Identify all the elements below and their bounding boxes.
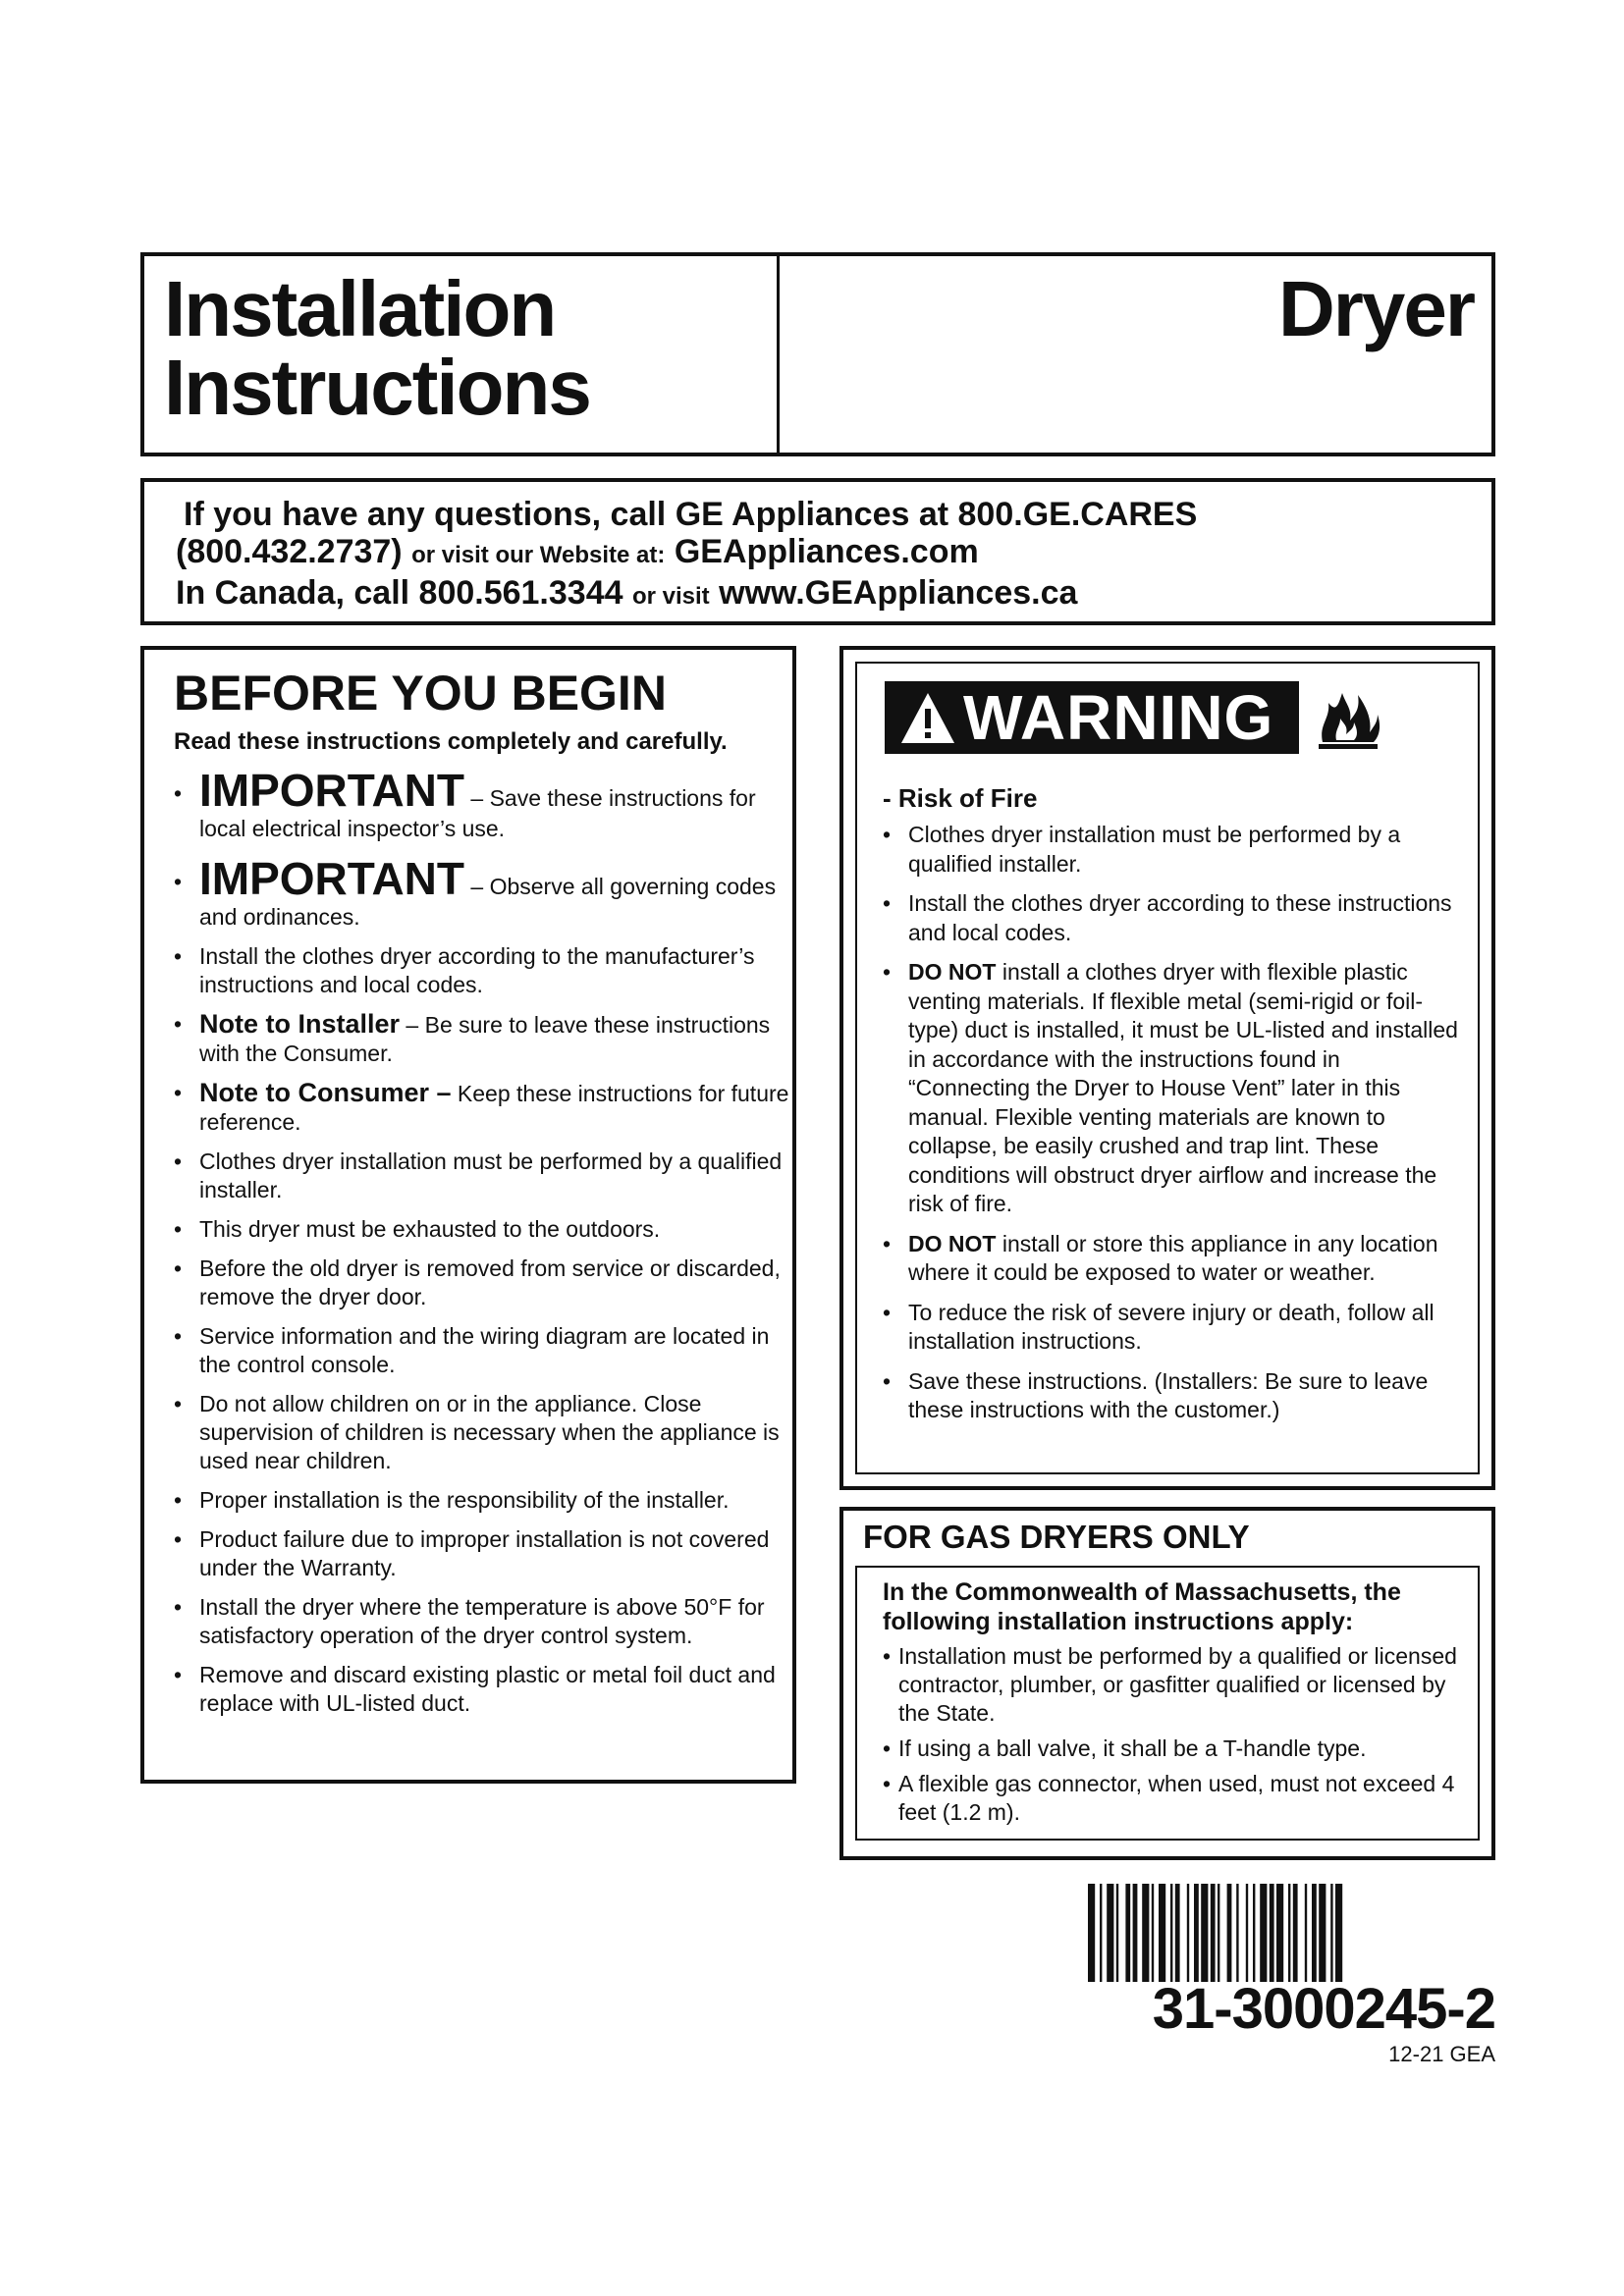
list-item: [174, 854, 792, 932]
note-label: Note to Consumer –: [199, 1078, 452, 1107]
list-item-text: install a clothes dryer with flexible plastic venting materials. If flexible metal (semi-rigid or foil-type) duct is installed, it must be UL-listed and installed in accordance with the instructions found in “Connecting the Dryer to House Vent” later in this manual. Flexible venting materials are known to collapse, be easily crushed and trap lint. These conditions will obstruct dryer airflow and increase the risk of fire.: [908, 959, 1458, 1216]
list-item: [174, 1010, 792, 1068]
gas-dryers-heading: In the Commonwealth of Massachusetts, the following installation instructions apply:: [883, 1578, 1401, 1635]
list-item-text: Proper installation is the responsibility of the installer.: [199, 1487, 730, 1513]
bullet: •: [883, 1735, 892, 1761]
list-item: [174, 1661, 792, 1718]
fire-icon: [1309, 675, 1387, 754]
bullet: •: [883, 959, 892, 985]
barcode-bar: [1293, 1884, 1298, 1982]
note-text: Keep these instructions for future reference.: [199, 1081, 789, 1135]
barcode-bar: [1253, 1884, 1255, 1982]
title-line-1: Installation: [164, 265, 556, 352]
barcode-bar: [1088, 1884, 1095, 1982]
list-item-text: Service information and the wiring diagram are located in the control console.: [199, 1323, 770, 1377]
warning-box: [839, 646, 1495, 1490]
barcode-bar: [1125, 1884, 1130, 1982]
barcode-icon: [1088, 1884, 1495, 1982]
bullet: •: [174, 1526, 183, 1552]
list-item: [883, 958, 1462, 1219]
barcode-bar: [1194, 1884, 1199, 1982]
gas-dryers-list: [883, 1642, 1478, 1827]
list-item: [174, 1390, 792, 1475]
do-not-label: DO NOT: [908, 1230, 997, 1256]
list-item: [883, 821, 1462, 879]
barcode-bar: [1107, 1884, 1113, 1982]
gas-dryers-box: [839, 1507, 1495, 1860]
list-item-text: Product failure due to improper installation is not covered under the Warranty.: [199, 1526, 770, 1580]
list-item-text: Install the clothes dryer according to these instructions and local codes.: [908, 890, 1452, 945]
list-item: [174, 1215, 792, 1244]
contact-line-2: [176, 533, 1491, 574]
bullet: •: [174, 1255, 183, 1281]
bullet: •: [174, 869, 183, 894]
list-item-text: Before the old dryer is removed from service or discarded, remove the dryer door.: [199, 1255, 781, 1309]
warning-subtitle: - Risk of Fire: [883, 783, 1038, 813]
warning-list: [883, 821, 1462, 1436]
list-item: [174, 766, 792, 843]
barcode-bar: [1116, 1884, 1118, 1982]
barcode-bar: [1211, 1884, 1216, 1982]
list-item-text: A flexible gas connector, when used, must not exceed 4 feet (1.2 m).: [898, 1771, 1455, 1825]
barcode-bar: [1260, 1884, 1267, 1982]
bullet: •: [174, 1080, 183, 1105]
list-item: [174, 1148, 792, 1204]
barcode-bar: [1330, 1884, 1332, 1982]
bullet: •: [174, 780, 183, 806]
list-item-text: Install the clothes dryer according to the manufacturer’s instructions and local codes.: [199, 943, 755, 997]
list-item: [174, 1525, 792, 1582]
note-text: – Be sure to leave these instructions with the Consumer.: [199, 1012, 771, 1066]
barcode-bar: [1159, 1884, 1165, 1982]
list-item-text: Install the dryer where the temperature is above 50°F for satisfactory operation of the dryer control system.: [199, 1594, 765, 1648]
barcode-bar: [1312, 1884, 1317, 1982]
bullet: •: [883, 1771, 892, 1796]
barcode-bar: [1270, 1884, 1274, 1982]
before-you-begin-title: BEFORE YOU BEGIN: [174, 666, 667, 721]
warning-label: WARNING: [963, 682, 1274, 753]
contact-phone-us: If you have any questions, call GE Appliances at 800.GE.CARES: [184, 496, 1198, 533]
barcode-bar: [1276, 1884, 1283, 1982]
list-item: [174, 1322, 792, 1379]
barcode-bar: [1236, 1884, 1238, 1982]
title-line-2: Instructions: [164, 344, 590, 431]
list-item: [174, 1255, 792, 1311]
contact-line-3: [176, 574, 1491, 615]
list-item-text: install or store this appliance in any location where it could be exposed to water or weather.: [908, 1230, 1438, 1285]
gas-dryers-inner-frame: [855, 1566, 1480, 1841]
bullet: •: [883, 1230, 892, 1256]
before-you-begin-subtitle: Read these instructions completely and carefully.: [174, 728, 728, 755]
list-item: [174, 942, 792, 999]
barcode-bar: [1305, 1884, 1307, 1982]
list-item-text: Save these instructions. (Installers: Be sure to leave these instructions with the customer.): [908, 1367, 1429, 1422]
contact-line-1: [176, 496, 1491, 533]
bullet: •: [174, 1594, 183, 1620]
barcode-bar: [1335, 1884, 1342, 1982]
before-you-begin-list: [174, 766, 792, 1718]
list-item: [883, 1367, 1462, 1425]
list-item-text: Do not allow children on or in the appliance. Close supervision of children is necessary when the appliance is used near children.: [199, 1391, 780, 1473]
barcode-bar: [1170, 1884, 1172, 1982]
warning-inner-frame: [855, 662, 1480, 1474]
barcode-bar: [1218, 1884, 1219, 1982]
bullet: •: [174, 1391, 183, 1416]
contact-canada-phone: In Canada, call 800.561.3344: [176, 574, 623, 612]
warning-banner: [885, 681, 1299, 754]
list-item-text: Clothes dryer installation must be performed by a qualified installer.: [908, 822, 1401, 877]
barcode-bar: [1187, 1884, 1189, 1982]
barcode-bar: [1319, 1884, 1326, 1982]
barcode-bar: [1152, 1884, 1154, 1982]
list-item: [174, 1486, 792, 1515]
list-item: [174, 1079, 792, 1137]
warning-triangle-icon: [898, 689, 957, 748]
list-item: [174, 1593, 792, 1650]
barcode-bar: [1201, 1884, 1208, 1982]
bullet: •: [883, 890, 892, 916]
list-item: [883, 1230, 1462, 1288]
list-item: [883, 889, 1462, 947]
document-title: [164, 265, 590, 431]
barcode-bar: [1133, 1884, 1138, 1982]
part-number: 31-3000245-2: [1152, 1977, 1495, 2041]
contact-phone-number: (800.432.2737): [176, 533, 403, 570]
contact-website-link[interactable]: GEAppliances.com: [674, 533, 979, 570]
bullet: •: [883, 822, 892, 847]
note-label: Note to Installer: [199, 1009, 401, 1039]
barcode-bar: [1175, 1884, 1180, 1982]
list-item: [883, 1770, 1478, 1827]
list-item-text: Remove and discard existing plastic or metal foil duct and replace with UL-listed duct.: [199, 1662, 776, 1716]
list-item: [883, 1299, 1462, 1357]
gas-dryers-title: FOR GAS DRYERS ONLY: [863, 1519, 1250, 1555]
important-label: IMPORTANT: [199, 853, 465, 904]
barcode-bar: [1288, 1884, 1290, 1982]
bullet: •: [174, 1662, 183, 1687]
contact-box: [140, 478, 1495, 625]
barcode-bar: [1227, 1884, 1232, 1982]
bullet: •: [174, 1323, 183, 1349]
bullet: •: [883, 1367, 892, 1394]
important-text: – Save these instructions for local electrical inspector’s use.: [199, 785, 756, 841]
list-item-text: This dryer must be exhausted to the outdoors.: [199, 1216, 661, 1242]
contact-website-label: or visit our Website at:: [411, 542, 666, 568]
bullet: •: [174, 1487, 183, 1513]
bullet: •: [174, 1216, 183, 1242]
bullet: •: [883, 1299, 892, 1325]
bullet: •: [174, 1148, 183, 1174]
bullet: •: [883, 1643, 892, 1669]
contact-canada-label: or visit: [631, 583, 710, 610]
bullet: •: [174, 943, 183, 969]
barcode-bar: [1246, 1884, 1248, 1982]
list-item: [883, 1735, 1478, 1763]
list-item-text: Clothes dryer installation must be performed by a qualified installer.: [199, 1148, 783, 1202]
important-text: – Observe all governing codes and ordinances.: [199, 874, 777, 930]
list-item: [883, 1642, 1478, 1728]
barcode-bar: [1142, 1884, 1149, 1982]
barcode-bar: [1100, 1884, 1102, 1982]
list-item-text: If using a ball valve, it shall be a T-handle type.: [898, 1735, 1367, 1761]
date-code: 12-21 GEA: [1388, 2042, 1495, 2066]
title-box: [140, 252, 1495, 456]
before-you-begin-box: [140, 646, 796, 1784]
product-name: Dryer: [1277, 265, 1474, 352]
list-item-text: Installation must be performed by a qualified or licensed contractor, plumber, or gasfitter qualified or licensed by the State.: [898, 1643, 1457, 1726]
list-item-text: To reduce the risk of severe injury or death, follow all installation instructions.: [908, 1299, 1435, 1354]
important-label: IMPORTANT: [199, 765, 465, 816]
do-not-label: DO NOT: [908, 959, 997, 985]
bullet: •: [174, 1011, 183, 1037]
title-divider: [777, 256, 780, 453]
contact-canada-link[interactable]: www.GEAppliances.ca: [719, 574, 1078, 612]
